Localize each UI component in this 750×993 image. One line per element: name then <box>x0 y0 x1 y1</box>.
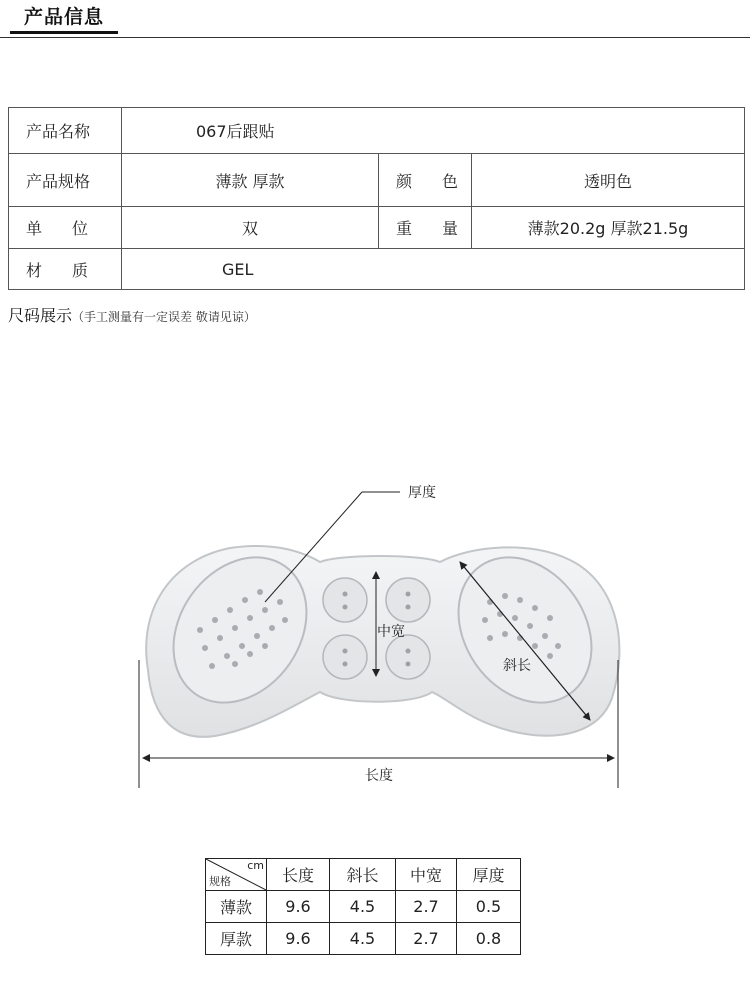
spec-value: 薄款 厚款 <box>122 154 379 207</box>
cell-value: 0.8 <box>457 923 521 955</box>
material-label: 材 质 <box>9 249 122 290</box>
mid-width-label: 中宽 <box>377 624 405 640</box>
header-mid-width: 中宽 <box>396 859 457 891</box>
unit-value: 双 <box>122 207 379 249</box>
unit-label: cm <box>247 859 264 872</box>
spec-label: 规格 <box>209 875 231 888</box>
thickness-label: 厚度 <box>408 485 436 501</box>
cell-value: 9.6 <box>267 891 330 923</box>
cell-value: 2.7 <box>396 923 457 955</box>
row-name: 厚款 <box>206 923 267 955</box>
product-info-table <box>8 107 745 290</box>
name-label: 产品名称 <box>9 108 122 154</box>
header-divider <box>0 37 750 38</box>
size-section-heading <box>8 303 256 326</box>
cell-value: 9.6 <box>267 923 330 955</box>
table-header-row <box>206 859 521 891</box>
weight-label: 重 量 <box>379 207 472 249</box>
table-row <box>9 249 745 290</box>
table-row <box>9 207 745 249</box>
cell-value: 0.5 <box>457 891 521 923</box>
cell-value: 4.5 <box>330 891 396 923</box>
table-row <box>9 108 745 154</box>
material-value: GEL <box>122 249 745 290</box>
color-value: 透明色 <box>472 154 745 207</box>
table-row <box>206 923 521 955</box>
header-length: 长度 <box>267 859 330 891</box>
unit-label: 单 位 <box>9 207 122 249</box>
name-value: 067后跟贴 <box>122 108 745 154</box>
table-row <box>206 891 521 923</box>
length-label: 长度 <box>365 768 393 784</box>
color-label: 颜 色 <box>379 154 472 207</box>
size-note: （手工测量有一定误差 敬请见谅） <box>72 310 256 324</box>
table-row <box>9 154 745 207</box>
diagonal-label: 斜长 <box>503 658 531 674</box>
spec-label: 产品规格 <box>9 154 122 207</box>
size-table <box>205 858 521 955</box>
title-underline <box>10 31 118 34</box>
cell-value: 4.5 <box>330 923 396 955</box>
corner-cell <box>206 859 267 891</box>
size-title: 尺码展示 <box>8 306 73 325</box>
heel-pad-diagram <box>0 470 750 800</box>
row-name: 薄款 <box>206 891 267 923</box>
weight-value: 薄款20.2g 厚款21.5g <box>472 207 745 249</box>
header-diagonal: 斜长 <box>330 859 396 891</box>
cell-value: 2.7 <box>396 891 457 923</box>
section-title: 产品信息 <box>24 6 105 28</box>
header-thickness: 厚度 <box>457 859 521 891</box>
